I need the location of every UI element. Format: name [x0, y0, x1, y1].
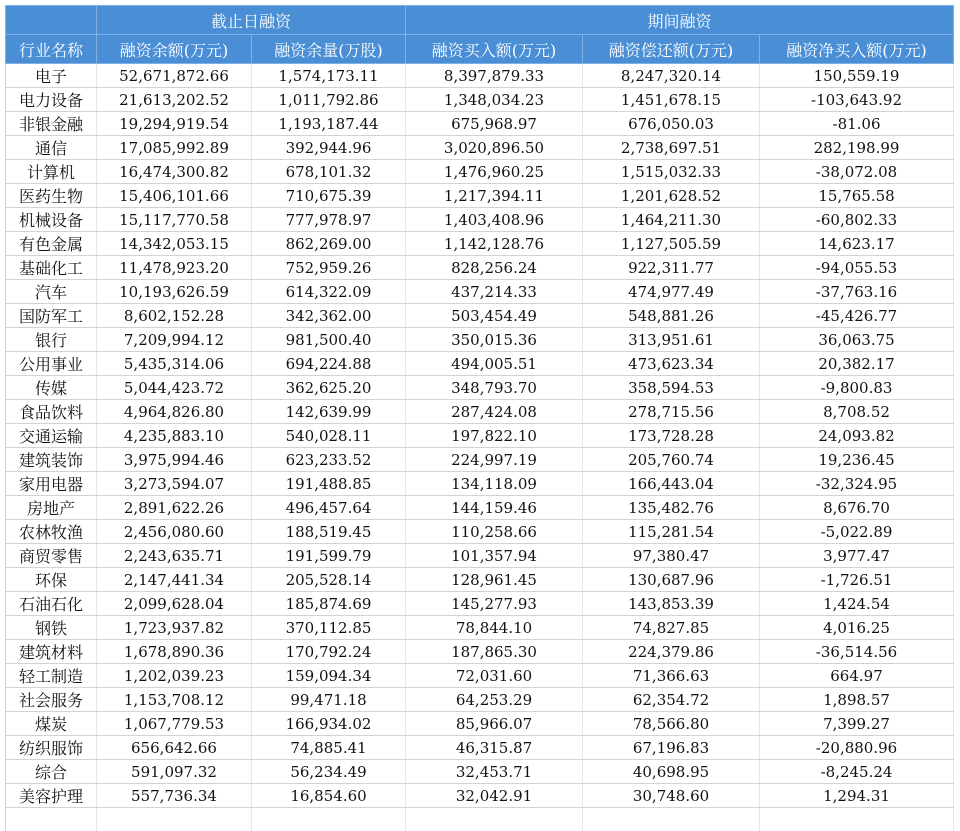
- table-row: [6, 640, 954, 664]
- industry-name-cell: 农林牧渔: [6, 520, 97, 544]
- financing-repay-cell: 224,379.86: [583, 640, 760, 664]
- financing-buy-cell: 134,118.09: [406, 472, 583, 496]
- col-financing-net-buy: 融资净买入额(万元): [760, 35, 954, 64]
- empty-row: [6, 808, 954, 831]
- industry-name-cell: 传媒: [6, 376, 97, 400]
- financing-volume-cell: 1,193,187.44: [252, 112, 406, 136]
- financing-repay-cell: 474,977.49: [583, 280, 760, 304]
- financing-volume-cell: 1,574,173.11: [252, 64, 406, 88]
- empty-cell: [406, 808, 583, 831]
- financing-balance-cell: 21,613,202.52: [97, 88, 252, 112]
- financing-buy-cell: 110,258.66: [406, 520, 583, 544]
- financing-table: [5, 5, 954, 831]
- financing-repay-cell: 548,881.26: [583, 304, 760, 328]
- header-group-cutoff: 截止日融资: [97, 6, 406, 35]
- header-group-period: 期间融资: [406, 6, 954, 35]
- financing-buy-cell: 675,968.97: [406, 112, 583, 136]
- financing-volume-cell: 540,028.11: [252, 424, 406, 448]
- financing-net-buy-cell: -81.06: [760, 112, 954, 136]
- financing-buy-cell: 3,020,896.50: [406, 136, 583, 160]
- financing-buy-cell: 8,397,879.33: [406, 64, 583, 88]
- financing-balance-cell: 557,736.34: [97, 784, 252, 808]
- financing-balance-cell: 2,243,635.71: [97, 544, 252, 568]
- financing-repay-cell: 62,354.72: [583, 688, 760, 712]
- financing-repay-cell: 1,464,211.30: [583, 208, 760, 232]
- financing-net-buy-cell: 7,399.27: [760, 712, 954, 736]
- financing-repay-cell: 130,687.96: [583, 568, 760, 592]
- financing-balance-cell: 4,964,826.80: [97, 400, 252, 424]
- financing-buy-cell: 1,142,128.76: [406, 232, 583, 256]
- financing-volume-cell: 159,094.34: [252, 664, 406, 688]
- col-financing-volume: 融资余量(万股): [252, 35, 406, 64]
- financing-repay-cell: 358,594.53: [583, 376, 760, 400]
- industry-name-cell: 纺织服饰: [6, 736, 97, 760]
- financing-volume-cell: 614,322.09: [252, 280, 406, 304]
- industry-name-cell: 煤炭: [6, 712, 97, 736]
- financing-repay-cell: 1,515,032.33: [583, 160, 760, 184]
- financing-repay-cell: 40,698.95: [583, 760, 760, 784]
- empty-cell: [6, 808, 97, 831]
- industry-name-cell: 美容护理: [6, 784, 97, 808]
- industry-name-cell: 医药生物: [6, 184, 97, 208]
- financing-repay-cell: 115,281.54: [583, 520, 760, 544]
- financing-volume-cell: 694,224.88: [252, 352, 406, 376]
- table-row: [6, 736, 954, 760]
- table-row: [6, 664, 954, 688]
- financing-balance-cell: 17,085,992.89: [97, 136, 252, 160]
- financing-volume-cell: 188,519.45: [252, 520, 406, 544]
- financing-repay-cell: 2,738,697.51: [583, 136, 760, 160]
- financing-net-buy-cell: -32,324.95: [760, 472, 954, 496]
- financing-repay-cell: 1,201,628.52: [583, 184, 760, 208]
- financing-balance-cell: 1,678,890.36: [97, 640, 252, 664]
- financing-buy-cell: 72,031.60: [406, 664, 583, 688]
- table-row: [6, 568, 954, 592]
- financing-volume-cell: 166,934.02: [252, 712, 406, 736]
- financing-volume-cell: 370,112.85: [252, 616, 406, 640]
- empty-cell: [97, 808, 252, 831]
- financing-net-buy-cell: -9,800.83: [760, 376, 954, 400]
- col-financing-buy: 融资买入额(万元): [406, 35, 583, 64]
- financing-net-buy-cell: 282,198.99: [760, 136, 954, 160]
- financing-balance-cell: 1,202,039.23: [97, 664, 252, 688]
- financing-repay-cell: 173,728.28: [583, 424, 760, 448]
- financing-volume-cell: 191,488.85: [252, 472, 406, 496]
- financing-buy-cell: 101,357.94: [406, 544, 583, 568]
- financing-balance-cell: 2,147,441.34: [97, 568, 252, 592]
- financing-balance-cell: 2,099,628.04: [97, 592, 252, 616]
- financing-repay-cell: 1,451,678.15: [583, 88, 760, 112]
- financing-buy-cell: 145,277.93: [406, 592, 583, 616]
- industry-name-cell: 非银金融: [6, 112, 97, 136]
- financing-volume-cell: 185,874.69: [252, 592, 406, 616]
- financing-volume-cell: 710,675.39: [252, 184, 406, 208]
- financing-buy-cell: 46,315.87: [406, 736, 583, 760]
- table-row: [6, 280, 954, 304]
- financing-balance-cell: 19,294,919.54: [97, 112, 252, 136]
- industry-name-cell: 环保: [6, 568, 97, 592]
- table-row: [6, 712, 954, 736]
- financing-buy-cell: 1,348,034.23: [406, 88, 583, 112]
- financing-net-buy-cell: -45,426.77: [760, 304, 954, 328]
- industry-name-cell: 建筑装饰: [6, 448, 97, 472]
- header-group-row: [6, 6, 954, 35]
- industry-name-cell: 家用电器: [6, 472, 97, 496]
- industry-name-cell: 食品饮料: [6, 400, 97, 424]
- table-row: [6, 424, 954, 448]
- table-row: [6, 64, 954, 88]
- financing-volume-cell: 56,234.49: [252, 760, 406, 784]
- financing-repay-cell: 8,247,320.14: [583, 64, 760, 88]
- financing-net-buy-cell: 1,424.54: [760, 592, 954, 616]
- financing-balance-cell: 15,406,101.66: [97, 184, 252, 208]
- financing-net-buy-cell: -1,726.51: [760, 568, 954, 592]
- financing-buy-cell: 224,997.19: [406, 448, 583, 472]
- table-row: [6, 544, 954, 568]
- industry-name-cell: 有色金属: [6, 232, 97, 256]
- financing-buy-cell: 64,253.29: [406, 688, 583, 712]
- table-row: [6, 448, 954, 472]
- financing-volume-cell: 191,599.79: [252, 544, 406, 568]
- financing-net-buy-cell: 20,382.17: [760, 352, 954, 376]
- table-row: [6, 760, 954, 784]
- financing-net-buy-cell: -103,643.92: [760, 88, 954, 112]
- financing-repay-cell: 166,443.04: [583, 472, 760, 496]
- financing-buy-cell: 828,256.24: [406, 256, 583, 280]
- financing-balance-cell: 14,342,053.15: [97, 232, 252, 256]
- financing-balance-cell: 1,067,779.53: [97, 712, 252, 736]
- financing-buy-cell: 32,042.91: [406, 784, 583, 808]
- financing-net-buy-cell: 3,977.47: [760, 544, 954, 568]
- financing-volume-cell: 392,944.96: [252, 136, 406, 160]
- financing-net-buy-cell: 1,898.57: [760, 688, 954, 712]
- financing-balance-cell: 5,044,423.72: [97, 376, 252, 400]
- industry-name-cell: 电力设备: [6, 88, 97, 112]
- table-row: [6, 304, 954, 328]
- header-blank: [6, 6, 97, 35]
- financing-net-buy-cell: -20,880.96: [760, 736, 954, 760]
- financing-balance-cell: 4,235,883.10: [97, 424, 252, 448]
- industry-name-cell: 汽车: [6, 280, 97, 304]
- financing-buy-cell: 32,453.71: [406, 760, 583, 784]
- financing-repay-cell: 313,951.61: [583, 328, 760, 352]
- table-row: [6, 352, 954, 376]
- financing-volume-cell: 862,269.00: [252, 232, 406, 256]
- financing-buy-cell: 1,217,394.11: [406, 184, 583, 208]
- industry-name-cell: 商贸零售: [6, 544, 97, 568]
- financing-repay-cell: 278,715.56: [583, 400, 760, 424]
- financing-repay-cell: 78,566.80: [583, 712, 760, 736]
- financing-balance-cell: 10,193,626.59: [97, 280, 252, 304]
- table-row: [6, 784, 954, 808]
- financing-repay-cell: 205,760.74: [583, 448, 760, 472]
- financing-net-buy-cell: -8,245.24: [760, 760, 954, 784]
- table-row: [6, 184, 954, 208]
- financing-buy-cell: 85,966.07: [406, 712, 583, 736]
- industry-name-cell: 综合: [6, 760, 97, 784]
- table-row: [6, 376, 954, 400]
- table-row: [6, 328, 954, 352]
- industry-name-cell: 石油石化: [6, 592, 97, 616]
- financing-repay-cell: 74,827.85: [583, 616, 760, 640]
- financing-balance-cell: 8,602,152.28: [97, 304, 252, 328]
- financing-net-buy-cell: 15,765.58: [760, 184, 954, 208]
- financing-net-buy-cell: 8,708.52: [760, 400, 954, 424]
- empty-cell: [252, 808, 406, 831]
- financing-buy-cell: 1,403,408.96: [406, 208, 583, 232]
- financing-net-buy-cell: -38,072.08: [760, 160, 954, 184]
- financing-net-buy-cell: -94,055.53: [760, 256, 954, 280]
- financing-balance-cell: 2,891,622.26: [97, 496, 252, 520]
- financing-repay-cell: 71,366.63: [583, 664, 760, 688]
- financing-volume-cell: 678,101.32: [252, 160, 406, 184]
- financing-net-buy-cell: 4,016.25: [760, 616, 954, 640]
- industry-name-cell: 公用事业: [6, 352, 97, 376]
- industry-name-cell: 轻工制造: [6, 664, 97, 688]
- financing-volume-cell: 777,978.97: [252, 208, 406, 232]
- financing-buy-cell: 350,015.36: [406, 328, 583, 352]
- financing-repay-cell: 135,482.76: [583, 496, 760, 520]
- financing-buy-cell: 437,214.33: [406, 280, 583, 304]
- financing-volume-cell: 362,625.20: [252, 376, 406, 400]
- financing-net-buy-cell: 19,236.45: [760, 448, 954, 472]
- financing-volume-cell: 170,792.24: [252, 640, 406, 664]
- financing-buy-cell: 144,159.46: [406, 496, 583, 520]
- industry-name-cell: 建筑材料: [6, 640, 97, 664]
- financing-net-buy-cell: 1,294.31: [760, 784, 954, 808]
- financing-volume-cell: 1,011,792.86: [252, 88, 406, 112]
- financing-volume-cell: 142,639.99: [252, 400, 406, 424]
- financing-balance-cell: 591,097.32: [97, 760, 252, 784]
- col-financing-repay: 融资偿还额(万元): [583, 35, 760, 64]
- financing-volume-cell: 99,471.18: [252, 688, 406, 712]
- table-row: [6, 112, 954, 136]
- table-row: [6, 88, 954, 112]
- empty-cell: [760, 808, 954, 831]
- financing-volume-cell: 752,959.26: [252, 256, 406, 280]
- financing-repay-cell: 676,050.03: [583, 112, 760, 136]
- financing-balance-cell: 656,642.66: [97, 736, 252, 760]
- empty-cell: [583, 808, 760, 831]
- financing-net-buy-cell: 8,676.70: [760, 496, 954, 520]
- financing-volume-cell: 205,528.14: [252, 568, 406, 592]
- financing-buy-cell: 494,005.51: [406, 352, 583, 376]
- financing-net-buy-cell: -60,802.33: [760, 208, 954, 232]
- financing-repay-cell: 67,196.83: [583, 736, 760, 760]
- financing-buy-cell: 348,793.70: [406, 376, 583, 400]
- industry-name-cell: 机械设备: [6, 208, 97, 232]
- industry-name-cell: 社会服务: [6, 688, 97, 712]
- financing-buy-cell: 1,476,960.25: [406, 160, 583, 184]
- industry-name-cell: 通信: [6, 136, 97, 160]
- financing-volume-cell: 16,854.60: [252, 784, 406, 808]
- financing-buy-cell: 503,454.49: [406, 304, 583, 328]
- industry-name-cell: 电子: [6, 64, 97, 88]
- financing-balance-cell: 7,209,994.12: [97, 328, 252, 352]
- financing-buy-cell: 287,424.08: [406, 400, 583, 424]
- industry-name-cell: 基础化工: [6, 256, 97, 280]
- financing-net-buy-cell: -36,514.56: [760, 640, 954, 664]
- financing-net-buy-cell: -5,022.89: [760, 520, 954, 544]
- financing-buy-cell: 187,865.30: [406, 640, 583, 664]
- financing-balance-cell: 15,117,770.58: [97, 208, 252, 232]
- table-row: [6, 520, 954, 544]
- industry-name-cell: 交通运输: [6, 424, 97, 448]
- table-row: [6, 400, 954, 424]
- financing-balance-cell: 2,456,080.60: [97, 520, 252, 544]
- financing-repay-cell: 473,623.34: [583, 352, 760, 376]
- financing-volume-cell: 74,885.41: [252, 736, 406, 760]
- table-row: [6, 616, 954, 640]
- financing-repay-cell: 97,380.47: [583, 544, 760, 568]
- financing-balance-cell: 3,975,994.46: [97, 448, 252, 472]
- financing-repay-cell: 1,127,505.59: [583, 232, 760, 256]
- table-row: [6, 472, 954, 496]
- financing-net-buy-cell: -37,763.16: [760, 280, 954, 304]
- financing-balance-cell: 16,474,300.82: [97, 160, 252, 184]
- industry-name-cell: 国防军工: [6, 304, 97, 328]
- financing-balance-cell: 1,723,937.82: [97, 616, 252, 640]
- table-row: [6, 136, 954, 160]
- table-row: [6, 232, 954, 256]
- industry-name-cell: 银行: [6, 328, 97, 352]
- financing-net-buy-cell: 14,623.17: [760, 232, 954, 256]
- financing-volume-cell: 496,457.64: [252, 496, 406, 520]
- financing-net-buy-cell: 664.97: [760, 664, 954, 688]
- financing-buy-cell: 128,961.45: [406, 568, 583, 592]
- financing-balance-cell: 11,478,923.20: [97, 256, 252, 280]
- industry-name-cell: 计算机: [6, 160, 97, 184]
- financing-net-buy-cell: 150,559.19: [760, 64, 954, 88]
- col-industry-name: 行业名称: [6, 35, 97, 64]
- financing-net-buy-cell: 36,063.75: [760, 328, 954, 352]
- table-row: [6, 688, 954, 712]
- table-row: [6, 256, 954, 280]
- header-column-row: [6, 35, 954, 64]
- financing-volume-cell: 981,500.40: [252, 328, 406, 352]
- financing-volume-cell: 623,233.52: [252, 448, 406, 472]
- industry-name-cell: 房地产: [6, 496, 97, 520]
- industry-name-cell: 钢铁: [6, 616, 97, 640]
- financing-buy-cell: 78,844.10: [406, 616, 583, 640]
- financing-repay-cell: 922,311.77: [583, 256, 760, 280]
- financing-balance-cell: 5,435,314.06: [97, 352, 252, 376]
- financing-buy-cell: 197,822.10: [406, 424, 583, 448]
- financing-repay-cell: 143,853.39: [583, 592, 760, 616]
- table-row: [6, 496, 954, 520]
- financing-balance-cell: 1,153,708.12: [97, 688, 252, 712]
- financing-volume-cell: 342,362.00: [252, 304, 406, 328]
- col-financing-balance: 融资余额(万元): [97, 35, 252, 64]
- table-row: [6, 160, 954, 184]
- financing-balance-cell: 52,671,872.66: [97, 64, 252, 88]
- table-row: [6, 208, 954, 232]
- financing-repay-cell: 30,748.60: [583, 784, 760, 808]
- financing-balance-cell: 3,273,594.07: [97, 472, 252, 496]
- table-row: [6, 592, 954, 616]
- financing-net-buy-cell: 24,093.82: [760, 424, 954, 448]
